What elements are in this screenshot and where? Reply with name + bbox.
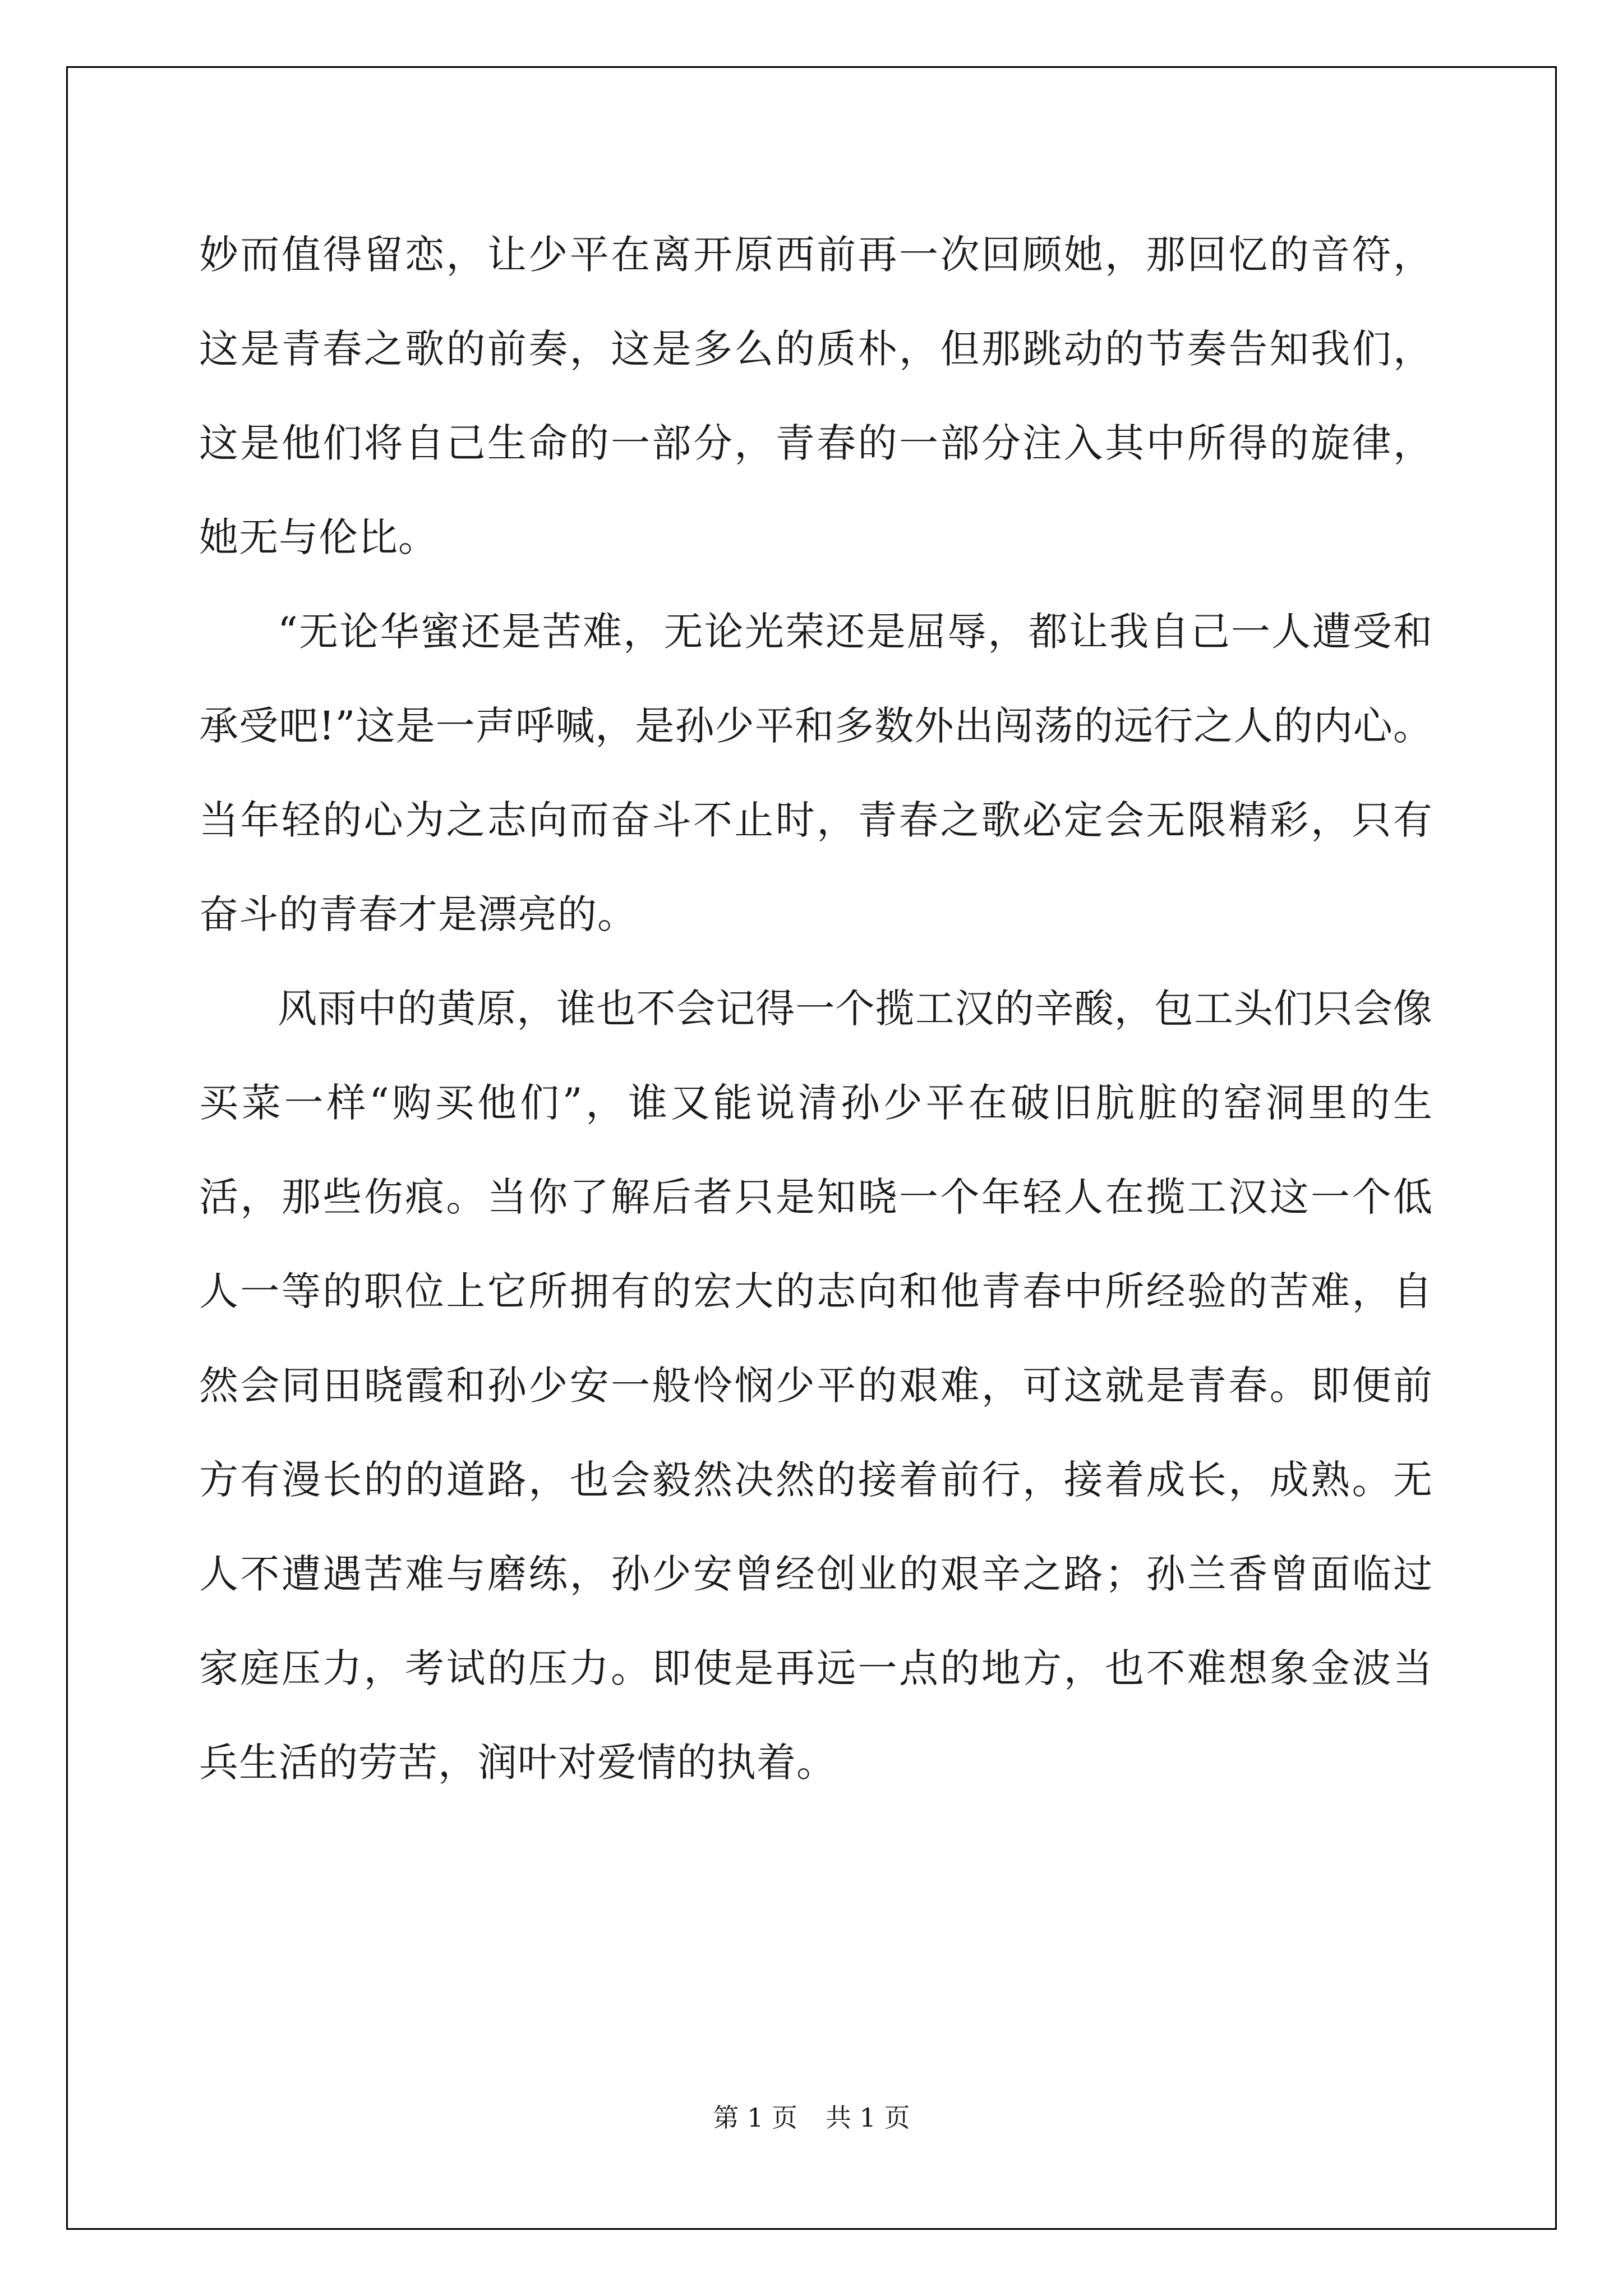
document-body [199,208,1433,1810]
page-number-current: 第 1 页 [713,2102,797,2133]
paragraph-1: 妙而值得留恋，让少平在离开原西前再一次回顾她，那回忆的音符，这是青春之歌的前奏，这是多么的质朴，但那跳动的节奏告知我们，这是他们将自己生命的一部分，青春的一部分注入其中所得的旋律，她无与伦比。 [199,232,1433,560]
paragraph-2: “无论华蜜还是苦难，无论光荣还是屈辱，都让我自己一人遭受和承受吧!”这是一声呼喊，是孙少平和多数外出闯荡的远行之人的内心。当年轻的心为之志向而奋斗不止时，青春之歌必定会无限精彩，只有奋斗的青春才是漂亮的。 [199,609,1433,937]
page-footer [0,2101,1623,2134]
page-number-total: 共 1 页 [826,2102,910,2133]
paragraph-3: 风雨中的黄原，谁也不会记得一个揽工汉的辛酸，包工头们只会像买菜一样“购买他们”，谁又能说清孙少平在破旧肮脏的窑洞里的生活，那些伤痕。当你了解后者只是知晓一个年轻人在揽工汉这一个低人一等的职位上它所拥有的宏大的志向和他青春中所经验的苦难，自然会同田晓霞和孙少安一般怜悯少平的艰难，可这就是青春。即便前方有漫长的的道路，也会毅然决然的接着前行，接着成长，成熟。无人不遭遇苦难与磨练，孙少安曾经创业的艰辛之路；孙兰香曾面临过家庭压力，考试的压力。即使是再远一点的地方，也不难想象金波当兵生活的劳苦，润叶对爱情的执着。 [199,986,1433,1786]
